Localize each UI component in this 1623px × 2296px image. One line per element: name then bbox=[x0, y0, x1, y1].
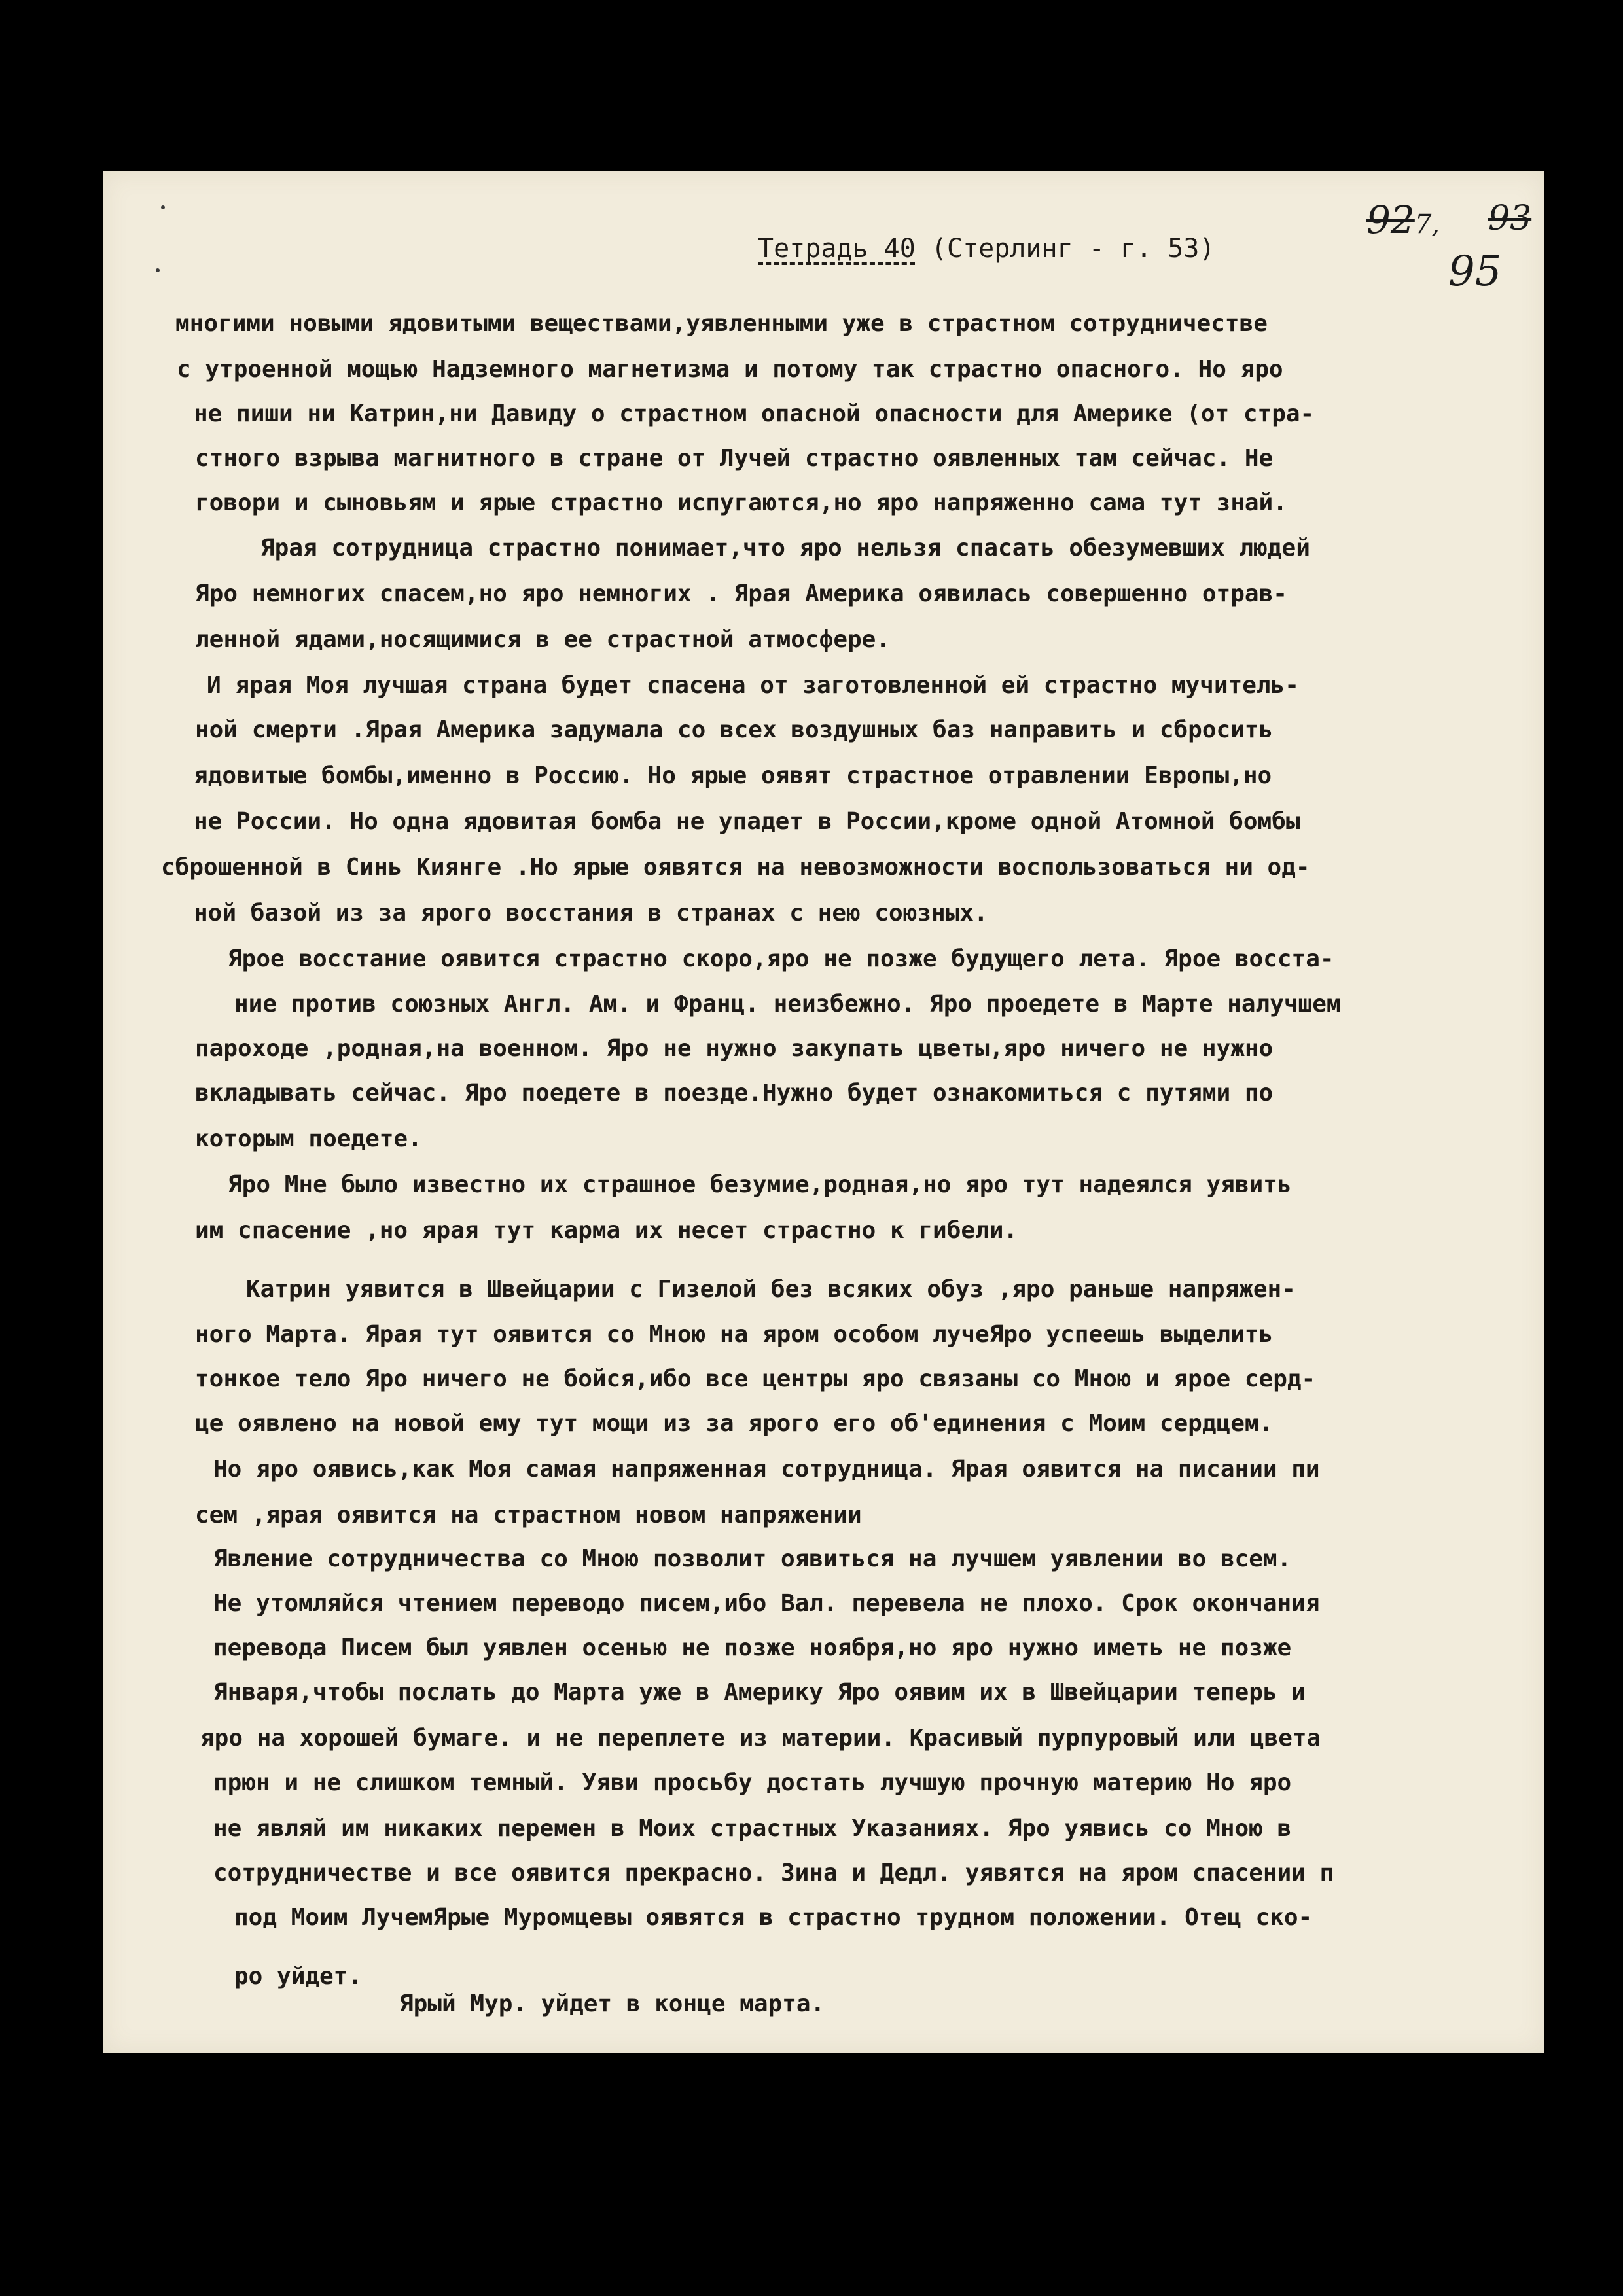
text-line: пароходе ,родная,на военном. Яро не нужно закупать цветы,яро ничего не нужно bbox=[195, 1035, 1274, 1062]
handwritten-page-number-second: 93 bbox=[1488, 199, 1532, 238]
text-line: тонкое тело Яро ничего не бойся,ибо все центры яро связаны со Мною и ярое серд- bbox=[195, 1366, 1316, 1392]
text-line: Не утомляйся чтением переводо писем,ибо Вал. перевела не плохо. Срок окончания bbox=[213, 1590, 1320, 1617]
text-line: перевода Писем был уявлен осенью не позже ноября,но яро нужно иметь не позже bbox=[213, 1634, 1292, 1661]
text-line: прюн и не слишком темный. Уяви просьбу достать лучшую прочную материю Но яро bbox=[213, 1769, 1292, 1796]
text-line: Катрин уявится в Швейцарии с Гизелой без всяких обуз ,яро раньше напряжен- bbox=[246, 1276, 1296, 1303]
text-line: которым поедете. bbox=[195, 1125, 422, 1152]
handwritten-page-number-crossed: 927, bbox=[1366, 198, 1440, 242]
text-line: ного Марта. Ярая тут оявится со Мною на яром особом лучеЯро успеешь выделить bbox=[195, 1321, 1274, 1348]
text-line: И ярая Моя лучшая страна будет спасена от заготовленной ей страстно мучитель- bbox=[207, 672, 1299, 699]
text-line: с утроенной мощью Надземного магнетизма и потому так страстно опасного. Но яро bbox=[177, 356, 1283, 383]
text-line: ной базой из за ярого восстания в странах с нею союзных. bbox=[194, 900, 988, 927]
text-line: не являй им никаких перемен в Моих страстных Указаниях. Яро уявись со Мною в bbox=[213, 1815, 1292, 1842]
text-line: не пиши ни Катрин,ни Давиду о страстном опасной опасности для Америке (от стра- bbox=[194, 400, 1315, 427]
header-details: (Стерлинг - г. 53) bbox=[931, 234, 1215, 264]
typed-text-body bbox=[103, 171, 1544, 2053]
text-line: Ярый Мур. уйдет в конце марта. bbox=[399, 1990, 825, 2017]
text-line: ной смерти .Ярая Америка задумала со всех воздушных баз направить и сбросить bbox=[195, 716, 1274, 743]
text-line: вкладывать сейчас. Яро поедете в поезде.Нужно будет ознакомиться с путями по bbox=[195, 1080, 1274, 1106]
text-line: Ярое восстание оявится страстно скоро,яро не позже будущего лета. Ярое восста- bbox=[228, 945, 1334, 972]
text-line: яро на хорошей бумаге. и не переплете из материи. Красивый пурпуровый или цвета bbox=[200, 1725, 1321, 1752]
text-line: Ярая сотрудница страстно понимает,что яро нельзя спасать обезумевших людей bbox=[260, 535, 1310, 561]
text-line: це оявлено на новой ему тут мощи из за ярого его об'единения с Моим сердцем. bbox=[195, 1410, 1274, 1437]
text-line: Явление сотрудничества со Мною позволит оявиться на лучшем уявлении во всем. bbox=[213, 1545, 1292, 1572]
text-line: ядовитые бомбы,именно в Россию. Но ярые оявят страстное отравлении Европы,но bbox=[194, 762, 1272, 789]
text-line: Января,чтобы послать до Марта уже в Америку Яро оявим их в Швейцарии теперь и bbox=[213, 1679, 1306, 1706]
text-line: Яро немногих спасем,но яро немногих . Ярая Америка оявилась совершенно отрав- bbox=[195, 580, 1287, 607]
text-line: стного взрыва магнитного в стране от Лучей страстно оявленных там сейчас. Не bbox=[195, 445, 1274, 472]
text-line: не России. Но одна ядовитая бомба не упадет в России,кроме одной Атомной бомбы bbox=[194, 808, 1300, 835]
text-line: им спасение ,но ярая тут карма их несет страстно к гибели. bbox=[195, 1217, 1018, 1244]
text-line: ленной ядами,носящимися в ее страстной атмосфере. bbox=[195, 626, 891, 653]
text-line: под Моим ЛучемЯрые Муромцевы оявятся в страстно трудном положении. Отец ско- bbox=[234, 1904, 1313, 1931]
text-line: сброшенной в Синь Киянге .Но ярые оявятся на невозможности воспользоваться ни од- bbox=[161, 854, 1310, 881]
text-line: многими новыми ядовитыми веществами,уявленными уже в страстном сотрудничестве bbox=[175, 310, 1268, 337]
handwritten-page-number: 95 bbox=[1448, 247, 1502, 296]
text-line: сем ,ярая оявится на страстном новом напряжении bbox=[195, 1502, 862, 1528]
text-line: сотрудничестве и все оявится прекрасно. Зина и Дедл. уявятся на яром спасении п bbox=[213, 1860, 1334, 1886]
text-line: ро уйдет. bbox=[234, 1963, 363, 1990]
text-line: ние против союзных Англ. Ам. и Франц. неизбежно. Яро проедете в Марте налучшем bbox=[234, 991, 1341, 1017]
text-line: Яро Мне было известно их страшное безумие,родная,но яро тут надеялся уявить bbox=[228, 1171, 1292, 1198]
text-line: Но яро оявись,как Моя самая напряженная сотрудница. Ярая оявится на писании пи bbox=[213, 1456, 1320, 1483]
document-page bbox=[103, 171, 1544, 2053]
notebook-title: Тетрадь 40 bbox=[758, 234, 916, 264]
text-line: говори и сыновьям и ярые страстно испугаются,но яро напряженно сама тут знай. bbox=[195, 489, 1287, 516]
